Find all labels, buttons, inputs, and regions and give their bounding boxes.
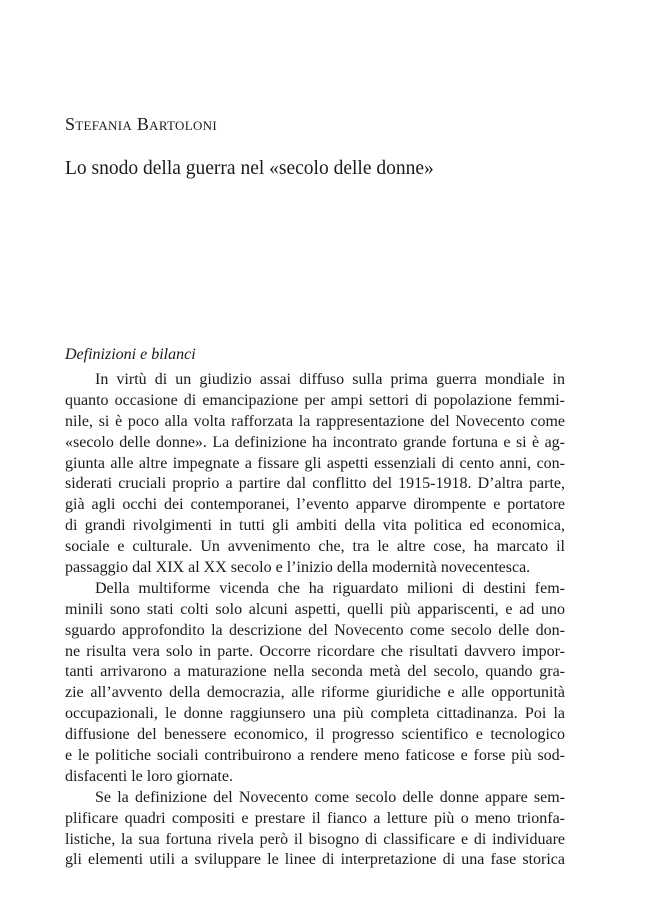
text-line: tanti arrivarono a maturazione nella seconda metà del secolo, quando gra-: [65, 663, 565, 681]
text-line: disfacenti le loro giornate.: [65, 767, 233, 785]
text-line: In virtù di un giudizio assai diffuso sulla prima guerra mondiale in: [95, 371, 565, 388]
text-line: giunta alle altre impegnate a fissare gli aspetti essenziali di cento anni, con-: [65, 454, 565, 472]
text-line: passaggio dal XIX al XX secolo e l’inizio della modernità novecentesca.: [65, 559, 531, 577]
text-line: quanto occasione di emancipazione per ampi settori di popolazione femmi-: [65, 391, 565, 409]
text-line: già agli occhi dei contemporanei, l’evento apparve dirompente e portatore: [65, 496, 565, 514]
chapter-title: Lo snodo della guerra nel «secolo delle donne»: [65, 158, 434, 179]
body-text: [65, 370, 565, 871]
text-line: Della multiforme vicenda che ha riguardato milioni di destini fem-: [95, 579, 565, 597]
text-line: plificare quadri compositi e prestare il fianco a letture più o meno trionfa-: [65, 809, 565, 827]
text-line: e le politiche sociali contribuirono a rendere meno faticose e forse più sod-: [65, 747, 565, 765]
text-line: siderati cruciali proprio a partire dal conflitto del 1915-1918. D’altra parte,: [65, 475, 565, 493]
text-line: diffusione del benessere economico, il progresso scientifico e tecnologico: [65, 726, 565, 744]
text-line: nile, si è poco alla volta rafforzata la rappresentazione del Novecento come: [65, 412, 565, 430]
text-line: zie all’avvento della democrazia, alle riforme giuridiche e alle opportunità: [65, 684, 565, 702]
text-line: «secolo delle donne». La definizione ha incontrato grande fortuna e si è ag-: [65, 433, 565, 451]
author-name: Stefania Bartoloni: [65, 114, 217, 134]
text-line: di grandi rivolgimenti in tutti gli ambiti della vita politica ed economica,: [65, 517, 565, 535]
section-heading: Definizioni e bilanci: [65, 346, 196, 363]
text-line: sociale e culturale. Un avvenimento che, tra le altre cose, ha marcato il: [65, 538, 565, 556]
text-line: sguardo approfondito la descrizione del Novecento come secolo delle don-: [65, 621, 565, 639]
text-line: Se la definizione del Novecento come secolo delle donne appare sem-: [95, 788, 565, 806]
text-line: ne risulta vera solo in parte. Occorre ricordare che risultati davvero impor-: [65, 642, 565, 660]
text-line: minili sono stati colti solo alcuni aspetti, quelli più appariscenti, e ad uno: [65, 600, 565, 618]
text-line: gli elementi utili a sviluppare le linee di interpretazione di una fase storica: [65, 851, 565, 869]
text-line: occupazionali, le donne raggiunsero una più completa cittadinanza. Poi la: [65, 705, 565, 723]
text-line: listiche, la sua fortuna rivela però il bisogno di classificare e di individuare: [65, 830, 565, 848]
